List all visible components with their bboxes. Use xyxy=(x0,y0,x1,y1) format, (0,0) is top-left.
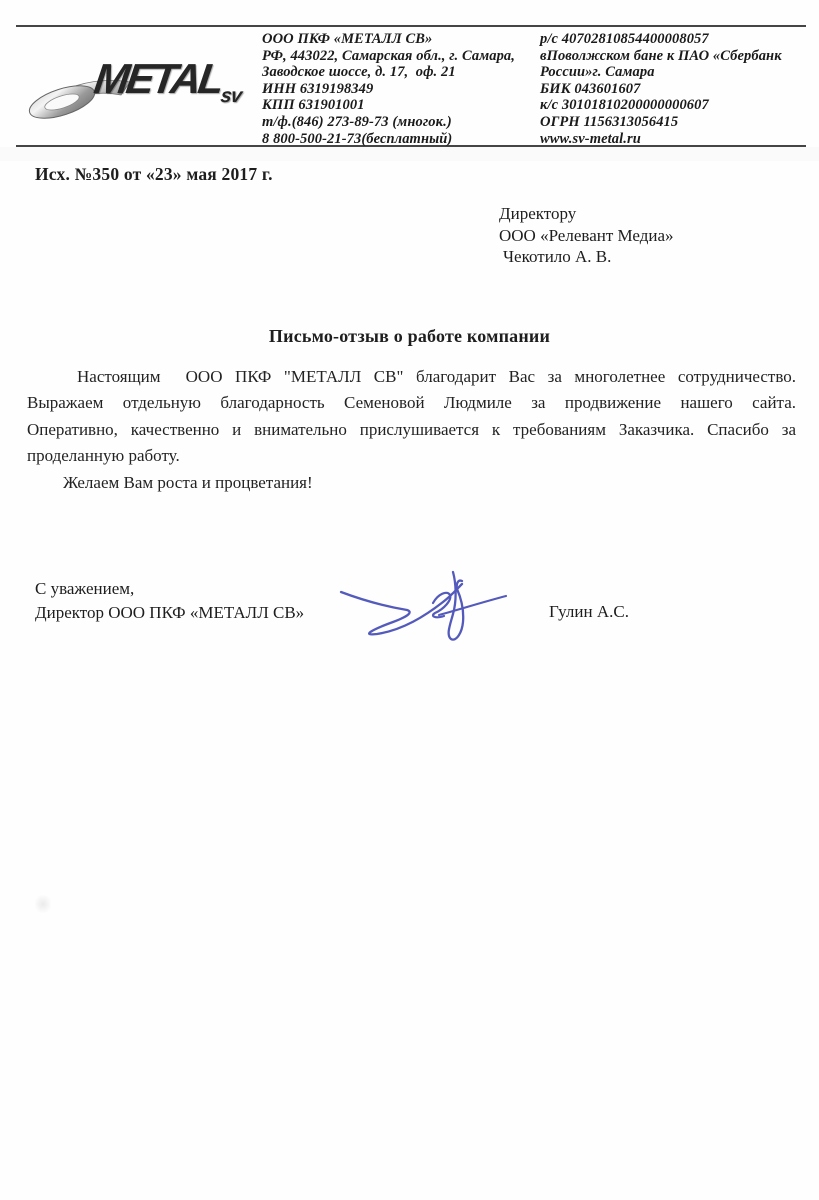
recipient-company: ООО «Релевант Медиа» xyxy=(499,225,674,245)
company-logo xyxy=(24,56,264,130)
bank-details-column xyxy=(540,31,808,147)
bank-name-line2: России»г. Самара xyxy=(540,64,655,81)
recipient-name: Чекотило А. В. xyxy=(503,247,612,267)
company-website-line: www.sv-metal.ru xyxy=(540,130,641,147)
reference-number-line: Исх. №350 от «23» мая 2017 г. xyxy=(35,164,273,184)
scan-artifact-band xyxy=(0,147,819,161)
company-kpp-line: КПП 631901001 xyxy=(262,97,365,114)
body-line: Оперативно, качественно и внимательно прислушивается к требованиям Заказчика. Спасибо за xyxy=(27,419,796,439)
body-line: проделанную работу. xyxy=(27,446,180,466)
company-ogrn-line: ОГРН 1156313056415 xyxy=(540,113,679,130)
signer-name: Гулин А.С. xyxy=(549,602,629,621)
bank-name-line1: вПоволжском бане к ПАО «Сбербанк xyxy=(540,47,782,64)
logo-brand: METAL xyxy=(91,55,225,102)
company-name-line: ООО ПКФ «МЕТАЛЛ СВ» xyxy=(262,31,433,47)
company-tollfree-line: 8 800-500-21-73(бесплатный) xyxy=(262,130,453,147)
company-inn-line: ИНН 6319198349 xyxy=(262,80,374,97)
logo-brand-suffix: sv xyxy=(219,85,243,107)
company-details-column xyxy=(262,31,532,147)
bank-bik-line: БИК 043601607 xyxy=(540,80,641,97)
body-line: Настоящим ООО ПКФ "МЕТАЛЛ СВ" благодарит Вас за многолетнее сотрудничество. xyxy=(77,367,796,386)
letter-title: Письмо-отзыв о работе компании xyxy=(268,326,551,346)
closing-line: С уважением, xyxy=(35,579,135,598)
logo-brand-text xyxy=(90,56,246,110)
signer-title-line: Директор ООО ПКФ «МЕТАЛЛ СВ» xyxy=(35,602,305,622)
company-address-line1: РФ, 443022, Самарская обл., г. Самара, xyxy=(262,47,515,64)
recipient-block xyxy=(499,203,674,268)
body-line: Желаем Вам роста и процветания! xyxy=(63,472,313,492)
recipient-position: Директору xyxy=(499,204,577,223)
signature-ink xyxy=(323,556,515,644)
body-line: Выражаем отдельную благодарность Семеновой Людмиле за продвижение нашего сайта. xyxy=(27,393,796,413)
bank-account-line: р/с 40702810854400008057 xyxy=(540,31,709,47)
bank-corr-account-line: к/с 30101810200000000607 xyxy=(540,97,709,114)
company-address-line2: Заводское шоссе, д. 17, оф. 21 xyxy=(262,64,456,81)
company-phone-line: т/ф.(846) 273-89-73 (многок.) xyxy=(262,113,452,130)
letter-body xyxy=(27,364,796,496)
signature-closing-block xyxy=(35,577,304,624)
scan-smudge xyxy=(34,894,52,914)
letterhead-top-rule xyxy=(16,25,806,27)
